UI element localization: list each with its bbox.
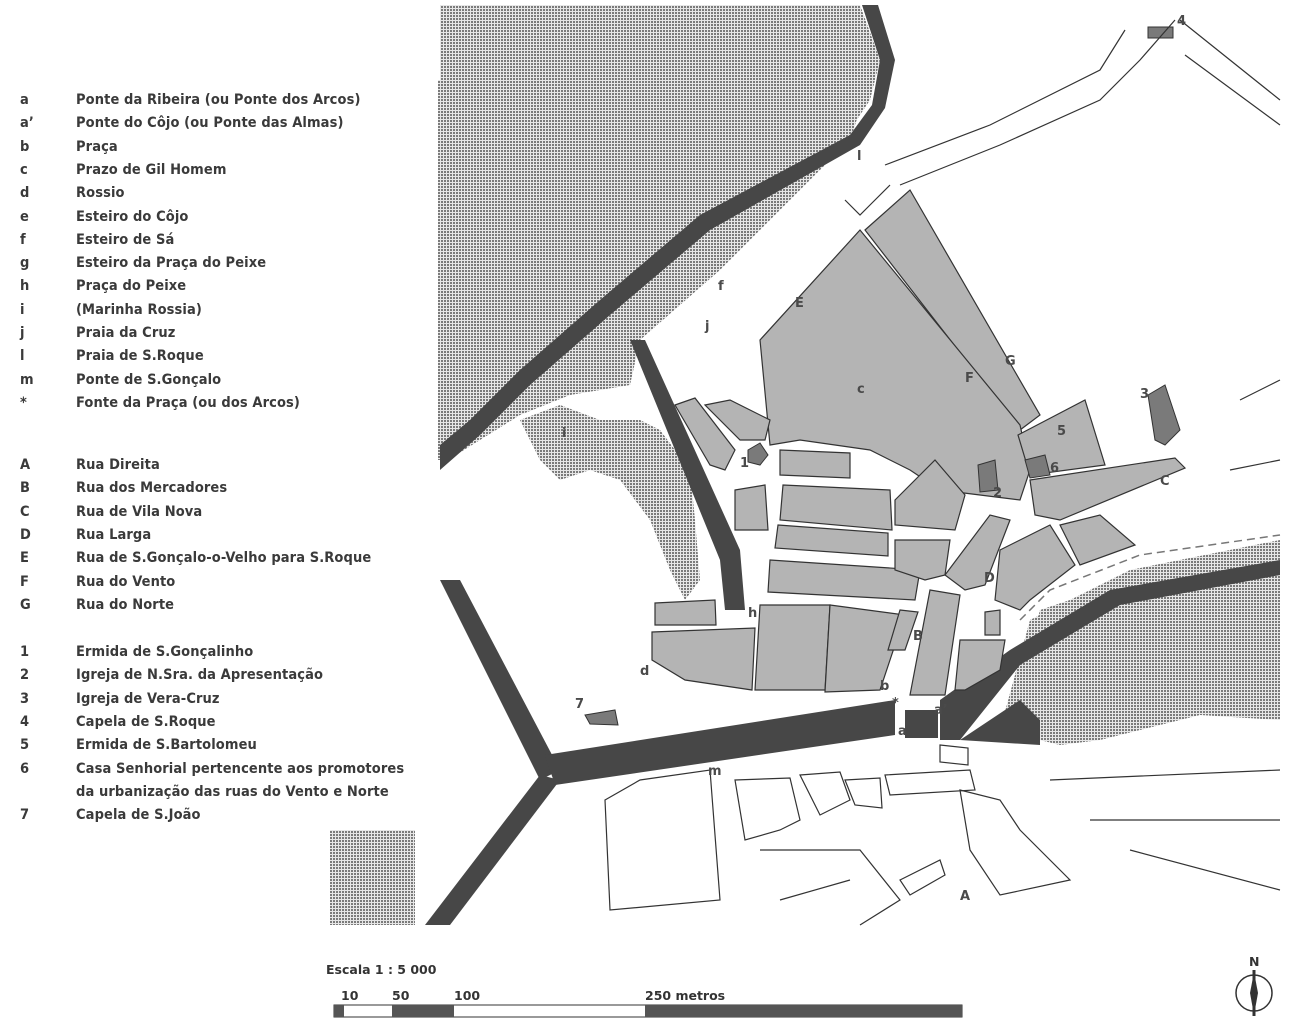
map-label-4: 4	[1177, 14, 1187, 29]
legend-label: Rua de Vila Nova	[76, 503, 203, 520]
map-label-a: a	[898, 724, 907, 739]
map-label-A: A	[960, 889, 971, 904]
legend-label: Esteiro da Praça do Peixe	[76, 255, 267, 272]
legend-label: Praça	[76, 138, 118, 155]
legend-label: Rua Direita	[76, 457, 160, 473]
map-label-B: B	[913, 629, 923, 644]
legend-key: E	[20, 550, 30, 567]
legend-key: D	[20, 526, 31, 543]
legend-label: Rossio	[76, 185, 125, 202]
legend-label: Praia de S.Roque	[76, 348, 204, 365]
legend-label: Fonte da Praça (ou dos Arcos)	[76, 394, 300, 411]
map-label-star: *	[892, 696, 899, 711]
legend-key: A	[20, 457, 31, 473]
map-label-b: b	[880, 679, 890, 694]
map-label-7: 7	[575, 697, 585, 712]
scale-caption: Escala 1 : 5 000	[326, 962, 437, 977]
legend-label: Casa Senhorial pertencente aos promotores	[76, 760, 405, 777]
legend-label: Prazo de Gil Homem	[76, 161, 227, 178]
map-label-f: f	[718, 279, 724, 294]
legend-label: Capela de S.João	[76, 807, 201, 824]
legend-key: a’	[20, 115, 34, 132]
map-label-c: c	[857, 382, 865, 397]
legend-key: g	[20, 255, 30, 272]
map-label-d: d	[640, 664, 650, 679]
map-label-F: F	[965, 371, 974, 386]
legend-label: Capela de S.Roque	[76, 713, 216, 730]
legend-key: b	[20, 138, 30, 155]
legend-key: C	[20, 503, 30, 520]
legend-label: Praia da Cruz	[76, 325, 176, 341]
legend-key: 4	[20, 713, 30, 730]
legend-key: B	[20, 480, 31, 497]
legend-key: l	[20, 348, 25, 365]
scale-tick-10: 10	[341, 988, 359, 1003]
map-label-a2: a’	[934, 703, 948, 718]
legend-key: 3	[20, 690, 30, 707]
legend-label: Rua do Vento	[76, 573, 176, 590]
scale-tick-250: 250 metros	[645, 988, 726, 1003]
map-label-1: 1	[740, 456, 750, 471]
legend-label: Ponte de S.Gonçalo	[76, 371, 222, 388]
map-label-G: G	[1005, 354, 1016, 369]
legend-label: Ermida de S.Gonçalinho	[76, 644, 254, 660]
legend-key: F	[20, 573, 30, 590]
map-label-m: m	[708, 764, 722, 779]
legend-key: h	[20, 278, 30, 295]
legend-key: 7	[20, 807, 30, 824]
legend-label: Ponte do Côjo (ou Ponte das Almas)	[76, 115, 344, 132]
legend-key: G	[20, 596, 31, 613]
legend-label: Ponte da Ribeira (ou Ponte dos Arcos)	[76, 92, 361, 108]
legend-key: a	[20, 92, 29, 108]
legend-key: d	[20, 185, 30, 202]
map-label-j: j	[705, 319, 710, 334]
map-label-6: 6	[1050, 461, 1060, 476]
map-label-5: 5	[1057, 424, 1067, 439]
legend-key: 6	[20, 760, 30, 777]
scale-bar	[326, 962, 962, 1017]
legend-label: Esteiro do Côjo	[76, 208, 189, 225]
map-label-3: 3	[1140, 387, 1150, 402]
scale-tick-100: 100	[454, 988, 481, 1003]
map-label-i: i	[562, 426, 567, 441]
legend-key: j	[20, 325, 25, 341]
legend-label: Igreja de Vera-Cruz	[76, 690, 220, 707]
legend-label: Rua do Norte	[76, 596, 175, 613]
legend-key: m	[20, 371, 34, 388]
map-label-E: E	[795, 296, 804, 311]
legend-label: Rua dos Mercadores	[76, 480, 228, 497]
legend-label: (Marinha Rossia)	[76, 301, 202, 318]
map-label-l: l	[857, 149, 862, 164]
map-label-D: D	[984, 571, 995, 586]
map-label-2: 2	[993, 486, 1003, 501]
legend-key: e	[20, 208, 29, 225]
legend-label: Rua Larga	[76, 526, 152, 543]
legend-label: Ermida de S.Bartolomeu	[76, 737, 257, 754]
legend-key: 2	[20, 667, 30, 684]
legend-label: Igreja de N.Sra. da Apresentação	[76, 667, 324, 684]
legend-key: f	[20, 231, 26, 248]
legend-key: *	[20, 394, 27, 411]
water-left-lower	[330, 830, 415, 925]
legend-label: da urbanização das ruas do Vento e Norte	[76, 783, 389, 800]
north-arrow	[1236, 954, 1272, 1016]
map-label-C: C	[1160, 474, 1170, 489]
scale-tick-50: 50	[392, 988, 410, 1003]
legend-label: Esteiro de Sá	[76, 231, 175, 248]
legend-key: i	[20, 301, 25, 318]
north-label: N	[1249, 954, 1260, 969]
legend-label: Praça do Peixe	[76, 278, 187, 295]
legend-key: 1	[20, 644, 30, 660]
legend-label: Rua de S.Gonçalo-o-Velho para S.Roque	[76, 550, 372, 567]
legend-key: 5	[20, 737, 30, 754]
legend-key: c	[20, 161, 28, 178]
map-label-h: h	[748, 606, 758, 621]
